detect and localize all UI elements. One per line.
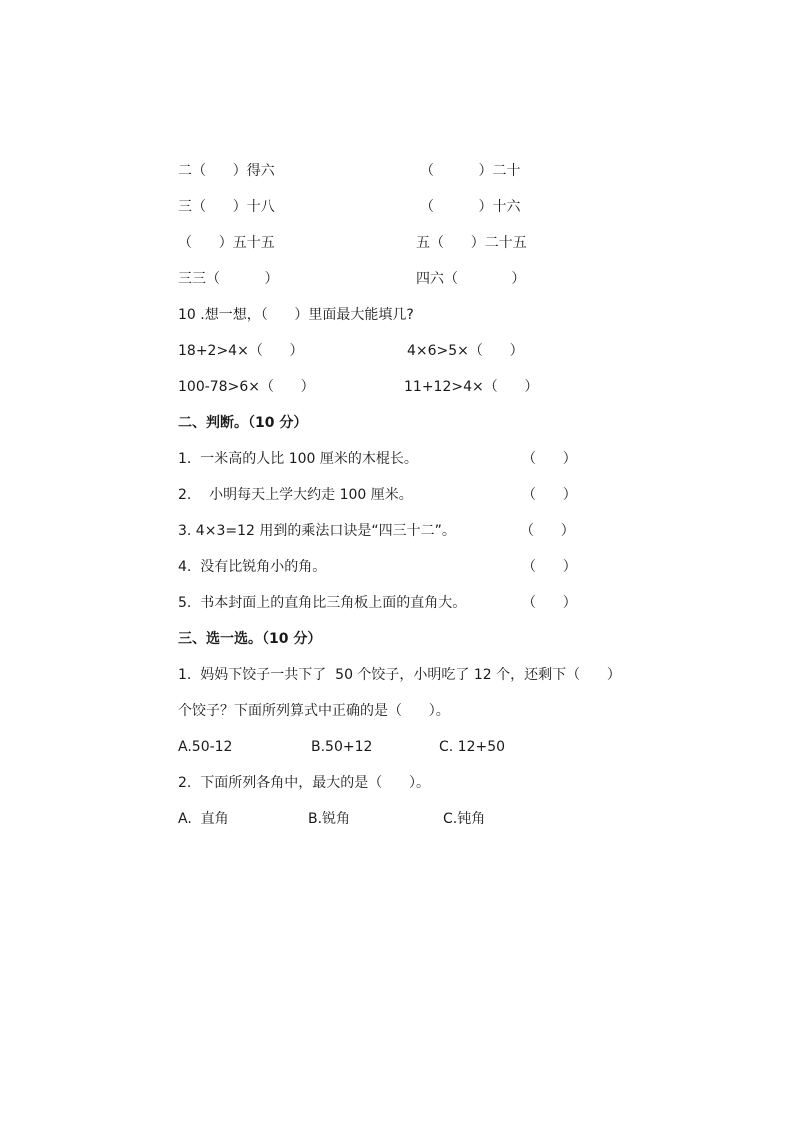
judge-paren-2: （ ） [522, 487, 577, 503]
section2-heading: 二、判断。（10 分） [178, 415, 308, 431]
choice-q2-option-a: A. 直角 [178, 811, 229, 827]
choice-q1-option-a: A.50-12 [178, 739, 233, 755]
choice-q1-line1: 1. 妈妈下饺子一共下了 50 个饺子，小明吃了 12 个，还剩下（ ） [178, 667, 621, 683]
judge-paren-1: （ ） [522, 451, 577, 467]
idiom-r3-right: 五（ ）二十五 [416, 235, 527, 251]
choice-q2: 2. 下面所列各角中，最大的是（ ）。 [178, 775, 430, 791]
q10-title: 10 .想一想，（ ）里面最大能填几? [178, 307, 414, 323]
judge-item-3: 3. 4×3=12 用到的乘法口诀是“四三十二”。 [178, 523, 456, 539]
section3-heading: 三、选一选。（10 分） [178, 631, 322, 647]
q10-b-right: 11+12>4×（ ） [404, 379, 539, 395]
idiom-r3-left: （ ）五十五 [178, 235, 275, 251]
judge-paren-4: （ ） [522, 559, 577, 575]
idiom-r1-right: （ ）二十 [420, 163, 521, 179]
judge-item-4: 4. 没有比锐角小的角。 [178, 559, 327, 575]
idiom-r4-right: 四六（ ） [416, 271, 526, 287]
idiom-r4-left: 三三（ ） [178, 271, 279, 287]
choice-q2-option-b: B.锐角 [308, 811, 351, 827]
q10-a-right: 4×6>5×（ ） [407, 343, 524, 359]
idiom-r1-left: 二（ ）得六 [178, 163, 275, 179]
choice-q2-option-c: C.钝角 [443, 811, 486, 827]
choice-q1-line2: 个饺子？下面所列算式中正确的是（ ）。 [178, 703, 450, 719]
idiom-r2-right: （ ）十六 [420, 199, 521, 215]
judge-item-1: 1. 一米高的人比 100 厘米的木棍长。 [178, 451, 418, 467]
judge-item-2: 2. 小明每天上学大约走 100 厘米。 [178, 487, 413, 503]
q10-b-left: 100-78>6×（ ） [178, 379, 315, 395]
choice-q1-option-c: C. 12+50 [439, 739, 506, 755]
q10-a-left: 18+2>4×（ ） [178, 343, 304, 359]
judge-paren-5: （ ） [522, 595, 577, 611]
choice-q1-option-b: B.50+12 [311, 739, 373, 755]
judge-paren-3: （ ） [520, 523, 575, 539]
idiom-r2-left: 三（ ）十八 [178, 199, 275, 215]
judge-item-5: 5. 书本封面上的直角比三角板上面的直角大。 [178, 595, 467, 611]
